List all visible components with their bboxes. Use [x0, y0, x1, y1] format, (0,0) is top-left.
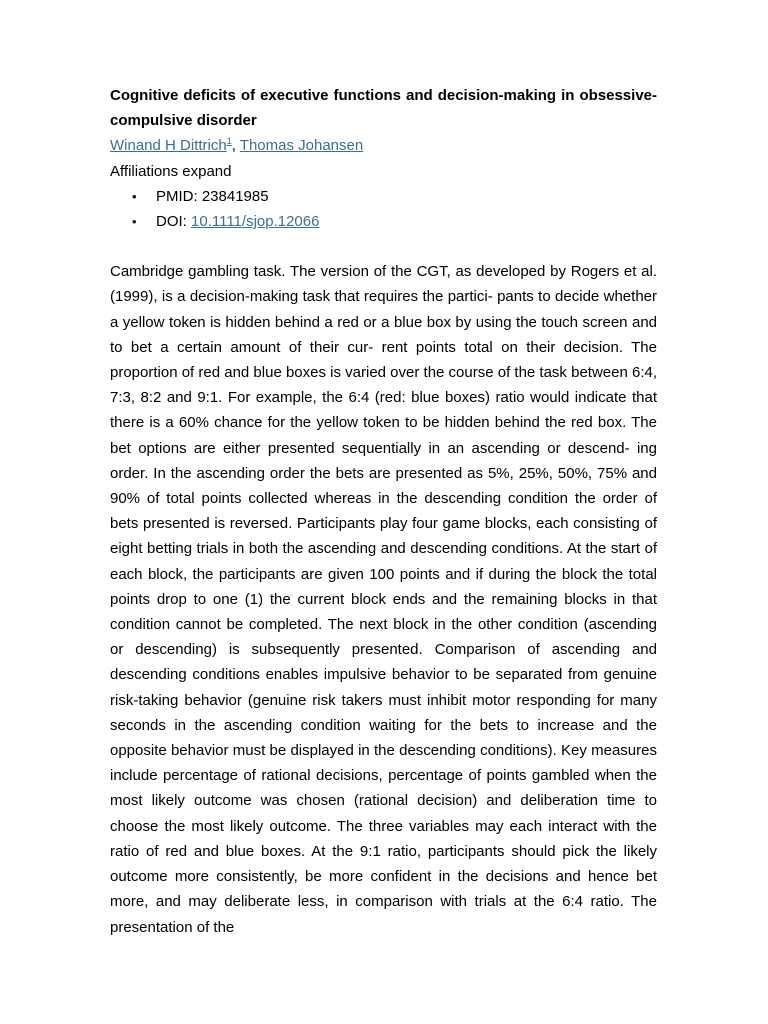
author-link-dittrich[interactable]: Winand H Dittrich — [110, 137, 227, 155]
author-link-johansen[interactable]: Thomas Johansen — [239, 137, 364, 155]
article-identifiers — [110, 184, 657, 234]
bullet-icon: • — [132, 188, 137, 204]
affiliations-toggle[interactable]: Affiliations expand — [110, 162, 232, 180]
doi-label: DOI: — [156, 213, 192, 231]
author-list — [110, 133, 657, 158]
article-title: Cognitive deficits of executive functions and decision-making in obsessive-compulsive disorder — [110, 87, 657, 130]
doi-link[interactable]: 10.1111/sjop.12066 — [191, 213, 320, 231]
document-page — [110, 83, 657, 940]
pmid-label: PMID: 23841985 — [156, 187, 269, 205]
body-paragraph: Cambridge gambling task. The version of the CGT, as developed by Rogers et al. (1999), is a decision-making task that requires the partici- pants to decide whether a yellow token is hidden behind a red or a blue box by using the touch screen and to bet a certain amount of their cur- rent points total on their decision. The proportion of red and blue boxes is varied over the course of the task between 6:4, 7:3, 8:2 and 9:1. For example, the 6:4 (red: blue boxes) ratio would indicate that there is a 60% chance for the yellow token to be hidden behind the red box. The bet options are either presented sequentially in an ascending or descend- ing order. In the ascending order the bets are presented as 5%, 25%, 50%, 75% and 90% of total points collected whereas in the descending condition the order of bets presented is reversed. Participants play four game blocks, each consisting of eight betting trials in both the ascending and descending conditions. At the start of each block, the participants are given 100 points and if during the block the total points drop to one (1) the current block ends and the remaining blocks in that condition cannot be completed. The next block in the other condition (ascending or descending) is subsequently presented. Comparison of ascending and descending conditions enables impulsive behavior to be separated from genuine risk-taking behavior (genuine risk takers must inhibit motor responding for many seconds in the ascending condition waiting for the bets to increase and the opposite behavior must be displayed in the descending conditions). Key measures include percentage of rational decisions, percentage of points gambled when the most likely outcome was chosen (rational decision) and deliberation time to choose the most likely outcome. The three variables may each interact with the ratio of red and blue boxes. At the 9:1 ratio, participants should pick the likely outcome more consistently, be more confident in the decisions and hence bet more, and may deliberate less, in comparison with trials at the 6:4 ratio. The presentation of the — [110, 263, 658, 936]
author-separator: , — [231, 137, 240, 155]
bullet-icon: • — [132, 214, 137, 230]
doi-item — [132, 209, 657, 234]
affiliation-ref[interactable]: 1 — [226, 136, 232, 147]
pmid-item — [132, 184, 657, 209]
